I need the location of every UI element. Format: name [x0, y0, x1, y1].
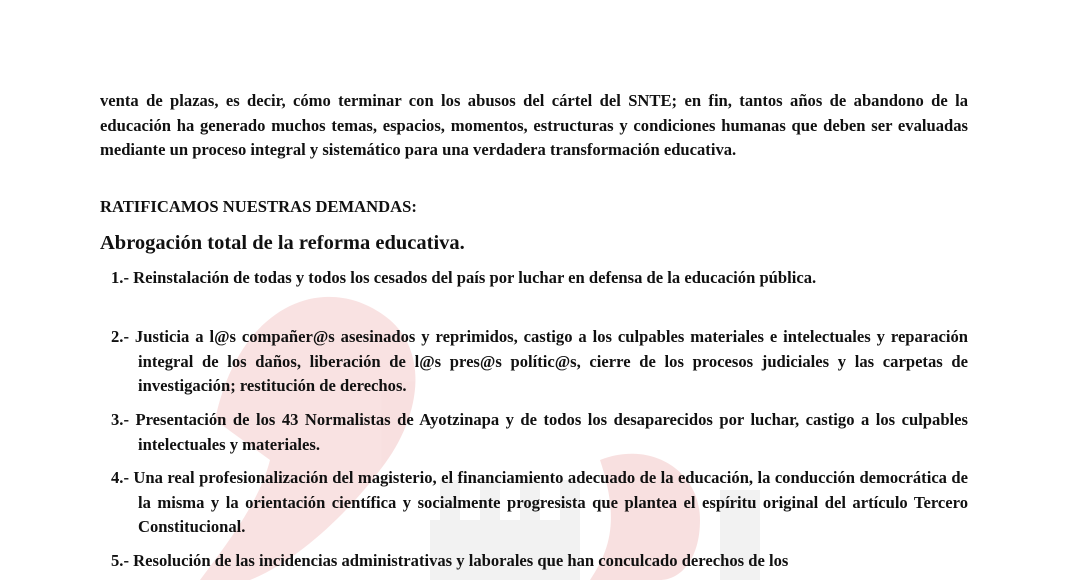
sub-heading: Abrogación total de la reforma educativa. [100, 232, 465, 254]
item-text: Presentación de los 43 Normalistas de Ayotzinapa y de todos los desaparecidos por luchar, castigo a los culpables intelectuales y materiales. [135, 410, 968, 454]
demand-item-1 [111, 266, 968, 291]
demand-item-4 [111, 466, 968, 540]
item-number: 5.- [111, 551, 129, 570]
demands-heading: RATIFICAMOS NUESTRAS DEMANDAS: [100, 197, 417, 216]
item-number: 3.- [111, 410, 129, 429]
item-number: 4.- [111, 468, 129, 487]
demand-item-5 [111, 549, 968, 574]
demand-item-2 [111, 325, 968, 399]
intro-paragraph: venta de plazas, es decir, cómo terminar con los abusos del cártel del SNTE; en fin, tantos años de abandono de la educación ha generado muchos temas, espacios, momentos, estructuras y condiciones humanas que deben ser evaluadas mediante un proceso integral y sistemático para una verdadera transformación educativa. [100, 91, 968, 159]
item-text: Reinstalación de todas y todos los cesados del país por luchar en defensa de la educación pública. [133, 268, 817, 287]
item-text: Una real profesionalización del magisterio, el financiamiento adecuado de la educación, la conducción democrática de la misma y la orientación científica y socialmente progresista que plantea el espíritu original del artículo Tercero Constitucional. [133, 468, 968, 536]
item-text: Resolución de las incidencias administrativas y laborales que han conculcado derechos de los [133, 551, 789, 570]
demand-item-3 [111, 408, 968, 457]
item-number: 2.- [111, 327, 129, 346]
item-number: 1.- [111, 268, 129, 287]
item-text: Justicia a l@s compañer@s asesinados y reprimidos, castigo a los culpables materiales e intelectuales y reparación integral de los daños, liberación de l@s pres@s polític@s, cierre de los procesos judiciales y las carpetas de investigación; restitución de derechos. [134, 327, 968, 395]
